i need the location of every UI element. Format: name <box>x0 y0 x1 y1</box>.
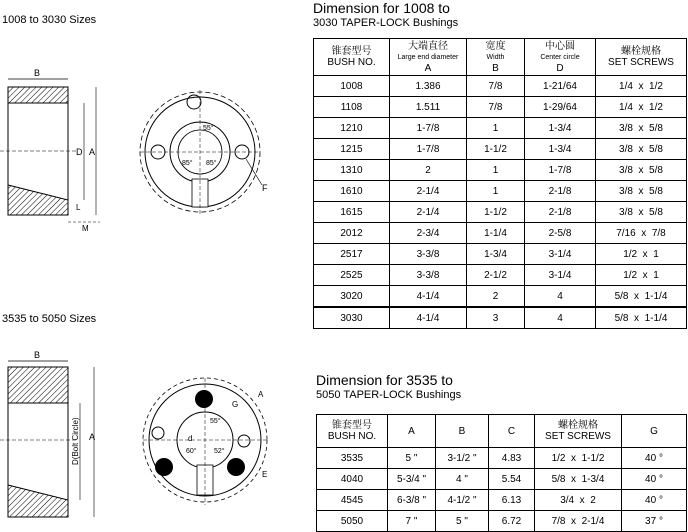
table-cell: 1-21/64 <box>525 76 596 97</box>
section-label-top: 1008 to 3030 Sizes <box>2 14 97 26</box>
table-row <box>317 511 687 532</box>
label-g: G <box>232 400 239 409</box>
table-cell: 1008 <box>314 76 390 97</box>
table-cell: 2-1/4 <box>390 181 467 202</box>
table-cell: 3535 <box>317 448 388 469</box>
table-cell: 4-1/4 <box>390 307 467 329</box>
angle-60: 60° <box>186 448 197 455</box>
table-cell: 2012 <box>314 223 390 244</box>
table-cell: 5/8 x 1-3/4 <box>535 469 622 490</box>
table-cell: 4-1/4 <box>390 286 467 308</box>
table-cell: 4 <box>525 307 596 329</box>
label-e: E <box>262 470 268 479</box>
table-cell: 1-3/4 <box>525 118 596 139</box>
table-cell: 3-1/2 " <box>436 448 489 469</box>
table2-subtitle: 5050 TAPER-LOCK Bushings <box>316 389 462 401</box>
table-cell: 2 <box>390 160 467 181</box>
table-cell: 5/8 x 1-1/4 <box>596 307 687 329</box>
label-a-2: A <box>89 432 96 442</box>
table-cell: 1/4 x 1/2 <box>596 76 687 97</box>
label-b: B <box>34 68 41 78</box>
table-cell: 7/8 <box>467 76 525 97</box>
table-cell: 6.72 <box>489 511 535 532</box>
table2-header-a: A <box>388 415 436 448</box>
table1-header-bush: 锥套型号 BUSH NO. <box>314 39 390 76</box>
bushing-drawing-bottom <box>0 345 300 530</box>
table-cell: 1-3/4 <box>525 139 596 160</box>
label-m: M <box>82 224 89 233</box>
table-cell: 40 ° <box>622 448 687 469</box>
table-row <box>314 286 687 308</box>
angle-85-left: 85° <box>182 160 193 167</box>
label-d: D <box>76 147 83 157</box>
table-cell: 2 <box>467 286 525 308</box>
angle-52: 52° <box>214 448 225 455</box>
table-cell: 1210 <box>314 118 390 139</box>
table1 <box>313 38 687 329</box>
table-cell: 2-3/4 <box>390 223 467 244</box>
table-cell: 7/8 <box>467 97 525 118</box>
table-cell: 6.13 <box>489 490 535 511</box>
table-cell: 40 ° <box>622 490 687 511</box>
table-cell: 1/2 x 1-1/2 <box>535 448 622 469</box>
table-cell: 1/2 x 1 <box>596 244 687 265</box>
table-cell: 1-1/2 <box>467 139 525 160</box>
table1-header-screws: 螺栓规格 SET SCREWS <box>596 39 687 76</box>
table-cell: 3-3/8 <box>390 244 467 265</box>
table-row <box>317 448 687 469</box>
table-cell: 3-3/8 <box>390 265 467 286</box>
table-row <box>314 265 687 286</box>
table-row <box>314 202 687 223</box>
table-cell: 3-1/4 <box>525 244 596 265</box>
table-cell: 1-29/64 <box>525 97 596 118</box>
table2-header-screws: 螺栓规格 SET SCREWS <box>535 415 622 448</box>
label-d-small: d <box>188 434 193 443</box>
bushing-drawing-top <box>0 55 300 235</box>
table-row <box>314 181 687 202</box>
table-cell: 1-7/8 <box>390 118 467 139</box>
table1-header-a: 大端直径 Large end diameter A <box>390 39 467 76</box>
table-cell: 2-1/8 <box>525 181 596 202</box>
table2-header-bush: 锥套型号 BUSH NO. <box>317 415 388 448</box>
table-row <box>314 160 687 181</box>
label-bolt-circle: D(Bolt Circle) <box>71 417 80 465</box>
table-cell: 3/8 x 5/8 <box>596 202 687 223</box>
label-l: L <box>76 203 81 212</box>
table1-header-row <box>314 39 687 76</box>
table-cell: 1 <box>467 181 525 202</box>
table-cell: 2525 <box>314 265 390 286</box>
table-cell: 1610 <box>314 181 390 202</box>
table-cell: 5/8 x 1-1/4 <box>596 286 687 308</box>
table-cell: 5 " <box>388 448 436 469</box>
table-cell: 3/8 x 5/8 <box>596 139 687 160</box>
table-cell: 4545 <box>317 490 388 511</box>
table1-title: Dimension for 1008 to <box>313 0 450 16</box>
table-cell: 1-7/8 <box>390 139 467 160</box>
table-cell: 4.83 <box>489 448 535 469</box>
table-cell: 3/8 x 5/8 <box>596 118 687 139</box>
table-cell: 2-1/8 <box>525 202 596 223</box>
table-cell: 1108 <box>314 97 390 118</box>
table-cell: 5.54 <box>489 469 535 490</box>
label-a: A <box>89 147 96 157</box>
table2 <box>316 414 687 532</box>
table-cell: 4 " <box>436 469 489 490</box>
table-cell: 1-1/2 <box>467 202 525 223</box>
table-row <box>317 490 687 511</box>
table-cell: 3020 <box>314 286 390 308</box>
table-cell: 1-7/8 <box>525 160 596 181</box>
label-f: F <box>262 183 268 193</box>
table-cell: 1.511 <box>390 97 467 118</box>
table1-subtitle: 3030 TAPER-LOCK Bushings <box>313 17 459 29</box>
table-cell: 1615 <box>314 202 390 223</box>
table-cell: 4-1/2 " <box>436 490 489 511</box>
table-cell: 5-3/4 " <box>388 469 436 490</box>
table2-header-c: C <box>489 415 535 448</box>
table-cell: 1/4 x 1/2 <box>596 97 687 118</box>
table-cell: 5050 <box>317 511 388 532</box>
table-cell: 3/8 x 5/8 <box>596 181 687 202</box>
table-cell: 3-1/4 <box>525 265 596 286</box>
table-cell: 3/4 x 2 <box>535 490 622 511</box>
table1-header-b: 宽度 Width B <box>467 39 525 76</box>
table-cell: 4040 <box>317 469 388 490</box>
table-row <box>314 307 687 329</box>
table-cell: 1 <box>467 118 525 139</box>
table-cell: 1.386 <box>390 76 467 97</box>
table-cell: 7 " <box>388 511 436 532</box>
angle-55-b: 55° <box>210 418 221 425</box>
angle-55: 55° <box>203 125 214 132</box>
table-cell: 1-3/4 <box>467 244 525 265</box>
table-row <box>314 118 687 139</box>
table2-title: Dimension for 3535 to <box>316 372 453 388</box>
table-row <box>314 139 687 160</box>
table-row <box>314 223 687 244</box>
table-cell: 4 <box>525 286 596 308</box>
table1-header-d: 中心圆 Center circle D <box>525 39 596 76</box>
section-label-bottom: 3535 to 5050 Sizes <box>2 313 97 325</box>
table-cell: 3 <box>467 307 525 329</box>
table-row <box>314 76 687 97</box>
table2-header-g: G <box>622 415 687 448</box>
table-cell: 5 " <box>436 511 489 532</box>
table-cell: 7/8 x 2-1/4 <box>535 511 622 532</box>
table2-header-row <box>317 415 687 448</box>
table-cell: 1/2 x 1 <box>596 265 687 286</box>
label-a-3: A <box>258 390 264 399</box>
table-cell: 1215 <box>314 139 390 160</box>
table-cell: 2-1/2 <box>467 265 525 286</box>
table-cell: 6-3/8 " <box>388 490 436 511</box>
table-cell: 1 <box>467 160 525 181</box>
table-cell: 2-5/8 <box>525 223 596 244</box>
table-cell: 2517 <box>314 244 390 265</box>
table-cell: 3/8 x 5/8 <box>596 160 687 181</box>
table-cell: 3030 <box>314 307 390 329</box>
table-row <box>314 244 687 265</box>
label-b-2: B <box>34 350 41 360</box>
table2-header-b: B <box>436 415 489 448</box>
table-cell: 40 ° <box>622 469 687 490</box>
angle-85-right: 85° <box>206 160 217 167</box>
table-row <box>314 97 687 118</box>
table-cell: 1-1/4 <box>467 223 525 244</box>
table-cell: 37 ° <box>622 511 687 532</box>
table-cell: 2-1/4 <box>390 202 467 223</box>
table-cell: 1310 <box>314 160 390 181</box>
table-cell: 7/16 x 7/8 <box>596 223 687 244</box>
table-row <box>317 469 687 490</box>
